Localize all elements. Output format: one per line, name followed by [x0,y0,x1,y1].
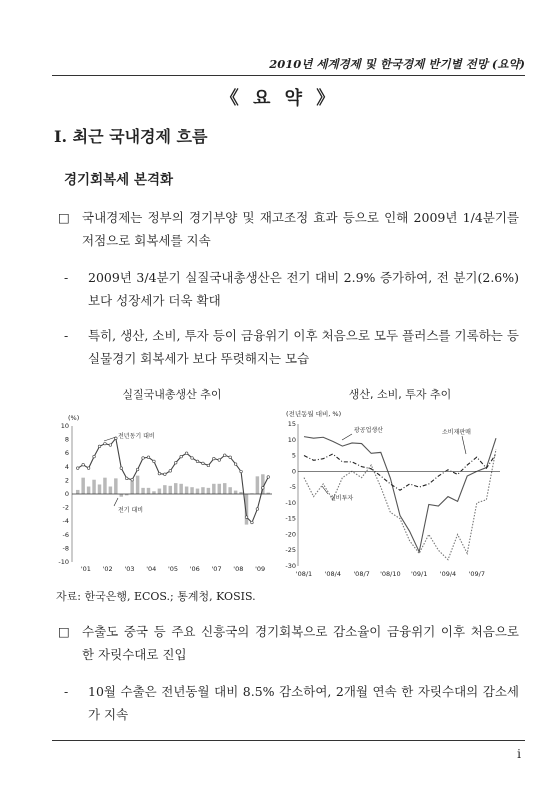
paragraph-text: 수출도 중국 등 주요 신흥국의 경기회복으로 감소율이 금융위기 이후 처음으로 한 자릿수대로 진입 [82,624,519,662]
dash-bullet: - [64,270,69,285]
qoq-bar [120,494,123,497]
qoq-bar [218,484,221,494]
yoy-point [147,456,150,459]
yoy-point [191,457,194,460]
yoy-point [98,445,101,448]
qoq-bar [228,487,231,494]
y-tick-label: -10 [58,558,69,566]
legend-label-consumption: 소비재판매 [442,429,471,436]
y-tick-label: -25 [285,546,296,555]
dash-bullet: - [64,684,69,699]
x-tick-label: '08/7 [353,570,370,578]
qoq-bar [196,489,199,494]
paragraph-4 [58,620,519,666]
yoy-point [169,470,172,473]
legend-label-qoq: 전기 대비 [118,507,144,514]
y-tick-label: 10 [287,435,296,444]
y-tick-label: -10 [285,498,296,507]
qoq-bar [92,480,95,494]
qoq-bar [201,487,204,494]
yoy-point [164,473,167,476]
yoy-point [240,470,243,473]
x-tick-label: '09/7 [468,570,485,578]
footer-rule [52,740,525,741]
x-tick-label: '09/4 [439,570,457,578]
qoq-bar [103,478,106,494]
qoq-bar [212,484,215,494]
legend-label-yoy: 전년동기 대비 [118,433,155,440]
yoy-point [251,521,254,524]
qoq-bar [190,487,193,494]
qoq-bar [158,489,161,494]
qoq-bar [234,491,237,494]
running-header: 2010년 세계경제 및 한국경제 반기별 전망 (요약) [269,57,525,71]
x-tick-label: '08/10 [380,570,401,578]
yoy-point [131,478,134,481]
paragraph-text: 특히, 생산, 소비, 투자 등이 금융위기 이후 처음으로 모두 플러스를 기록하는 등 실물경기 회복세가 보다 뚜렷해지는 모습 [88,328,519,366]
y-tick-label: -2 [62,503,69,512]
yoy-point [180,455,183,458]
consumption-line [304,454,496,490]
x-tick-label: '02 [102,565,113,573]
y-tick-label: 6 [64,449,69,458]
chart-title: 실질국내총생산 추이 [122,388,222,401]
page-title: 《 요 약 》 [220,88,339,109]
qoq-bar [147,488,150,494]
paragraph-text: 10월 수출은 전년동월 대비 8.5% 감소하여, 2개월 연속 한 자릿수대의 감소세가 지속 [88,684,519,722]
yoy-point [202,462,205,465]
box-bullet: □ [58,210,70,225]
x-tick-label: '07 [211,565,222,573]
yoy-point [136,468,139,471]
legend-pointer [114,498,118,506]
x-tick-label: '08/1 [295,570,313,578]
yoy-point [142,457,145,460]
yoy-point [87,467,90,470]
qoq-bar [169,486,172,494]
qoq-bar [163,485,166,494]
x-tick-label: '01 [80,565,91,573]
y-tick-label: -30 [285,562,296,570]
source-note: 자료: 한국은행, ECOS.; 통계청, KOSIS. [56,590,256,603]
qoq-bar [256,476,259,494]
legend-pointer [462,436,466,454]
qoq-bar [76,490,79,494]
qoq-bar [174,483,177,494]
page-number: i [517,747,521,761]
qoq-bar [81,478,84,494]
yoy-point [158,472,161,475]
y-tick-label: 0 [64,490,69,498]
qoq-bar [109,487,112,494]
yoy-point [185,452,188,455]
yoy-point [93,455,96,458]
y-tick-label: -20 [285,530,296,539]
y-tick-label: 15 [287,420,296,428]
legend-label-production: 광공업생산 [354,427,383,434]
yoy-point [218,459,221,462]
qoq-bar [87,487,90,494]
y-tick-label: -15 [285,514,296,523]
unit-label: (전년동월 대비, %) [286,410,342,418]
y-tick-label: -6 [62,530,69,539]
chart-title: 생산, 소비, 투자 추이 [348,388,452,401]
qoq-bar [207,488,210,494]
paragraph-text: 국내경제는 정부의 경기부양 및 재고조정 효과 등으로 인해 2009년 1/4분기를 저점으로 회복세를 지속 [82,210,519,248]
unit-label: (%) [68,414,80,422]
x-tick-label: '03 [124,565,135,573]
yoy-point [174,461,177,464]
x-tick-label: '06 [189,565,200,573]
y-tick-label: 8 [64,435,69,444]
qoq-bar [98,484,101,494]
qoq-bar [179,484,182,494]
yoy-point [223,454,226,457]
yoy-point [262,487,265,490]
investment-line [304,449,496,559]
y-tick-label: 10 [60,422,69,430]
subsection-heading: 경기회복세 본격화 [64,172,174,188]
yoy-point [125,477,128,480]
qoq-bar [130,481,133,494]
yoy-point [229,456,232,459]
paragraph-5 [64,680,519,726]
yoy-point [234,463,237,466]
yoy-point [82,463,85,466]
yoy-point [109,444,112,447]
yoy-point [196,460,199,463]
yoy-point [213,457,216,460]
y-tick-label: -4 [62,517,69,526]
qoq-bar [136,476,139,494]
yoy-point [245,516,248,519]
y-tick-label: 2 [64,476,69,485]
legend-pointer [342,434,352,440]
x-tick-label: '04 [146,565,157,573]
x-tick-label: '08 [233,565,244,573]
yoy-point [256,508,259,511]
section-heading: Ⅰ. 최근 국내경제 흐름 [54,127,208,146]
box-bullet: □ [58,624,70,639]
y-tick-label: 5 [291,451,296,460]
qoq-bar [185,487,188,494]
x-tick-label: '09 [255,565,266,573]
qoq-bar [152,491,155,494]
y-tick-label: 0 [291,467,296,476]
qoq-bar [114,478,117,494]
y-tick-label: -5 [289,483,296,492]
production-consumption-investment-chart [282,382,508,582]
gdp-chart [52,382,280,582]
x-tick-label: '05 [167,565,179,573]
dash-bullet: - [64,328,69,343]
legend-label-investment: 설비투자 [330,495,354,502]
paragraph-text: 2009년 3/4분기 실질국내총생산은 전기 대비 2.9% 증가하여, 전 분기(2.6%)보다 성장세가 더욱 확대 [88,270,519,308]
yoy-point [153,460,156,463]
y-tick-label: 4 [64,462,69,471]
paragraph-1 [58,206,519,252]
paragraph-3 [64,324,519,370]
legend-pointer [322,486,328,494]
x-tick-label: '08/4 [324,570,341,578]
qoq-bar [223,483,226,494]
yoy-point [267,476,270,479]
yoy-point [104,442,107,445]
qoq-bar [141,488,144,494]
y-tick-label: -8 [62,544,69,553]
yoy-point [120,467,123,470]
x-tick-label: '09/1 [411,570,428,578]
header-rule [52,75,525,76]
yoy-point [76,467,79,470]
paragraph-2 [64,266,519,312]
yoy-point [207,464,210,467]
